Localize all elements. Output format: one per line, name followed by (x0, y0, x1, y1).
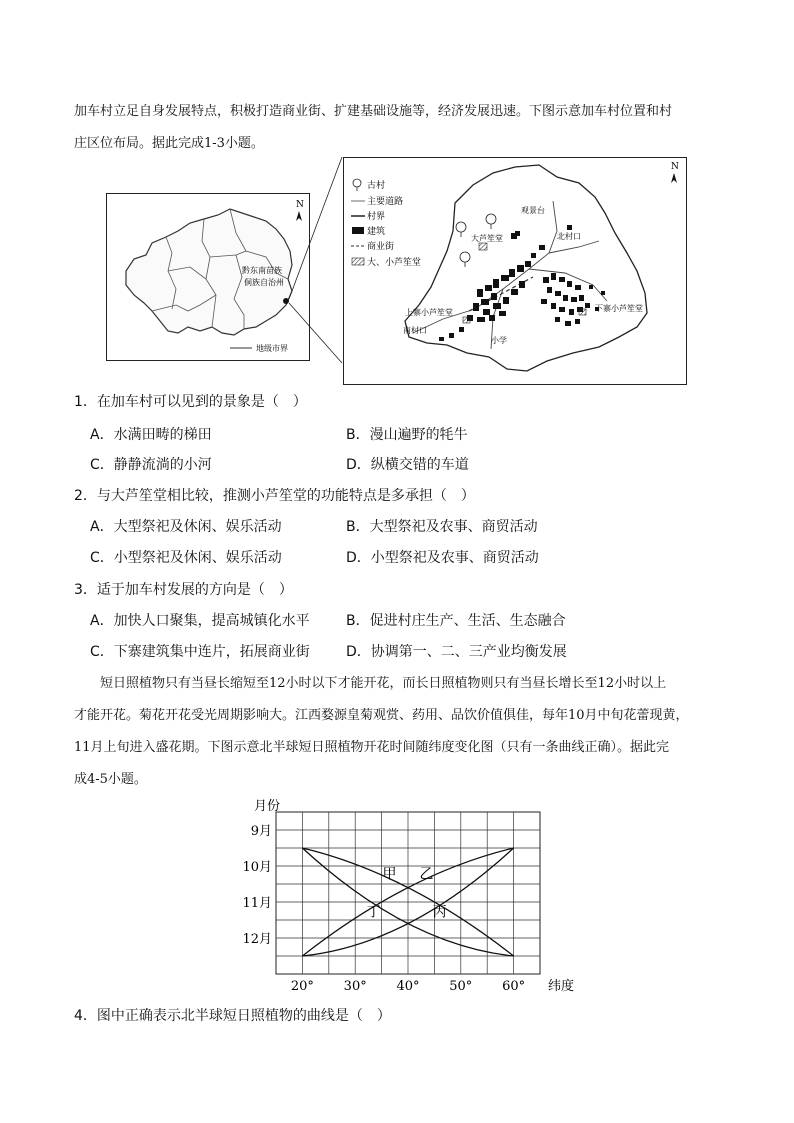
label-xiazhai: 下寨小芦笙堂 (595, 304, 643, 313)
x-tick-label: 20° (290, 979, 314, 994)
question-3-option-d[interactable]: D．协调第一、二、三产业均衡发展 (346, 644, 567, 660)
y-tick-label: 9月 (250, 824, 272, 839)
label-shangzhai: 上寨小芦笙堂 (405, 308, 453, 317)
chart-ylabel: 月份 (254, 799, 281, 814)
legend-item-road: 主要道路 (367, 197, 404, 207)
north-label-right: N (671, 162, 679, 172)
latitude-chart (238, 790, 575, 1000)
legend-item-street: 商业街 (367, 242, 395, 252)
intro-2-line-3: 11月上旬进入盛花期。下图示意北半球短日照植物开花时间随纬度变化图（只有一条曲线正确）。据此完 (74, 740, 670, 755)
question-1-option-c[interactable]: C．静静流淌的小河 (90, 457, 212, 473)
chart-grid (276, 812, 540, 974)
region-label-2: 侗族自治州 (244, 278, 284, 287)
label-dalusheng: 大芦笙堂 (471, 234, 503, 243)
label-school: 小学 (491, 336, 507, 345)
question-2-option-d[interactable]: D．小型祭祀及农事、商贸活动 (346, 550, 539, 566)
question-3-option-b[interactable]: B．促进村庄生产、生活、生态融合 (346, 613, 566, 629)
province-map (106, 193, 310, 361)
label-nancunkou: 南村口 (403, 326, 427, 335)
curve-label-丁: 丁 (366, 904, 381, 921)
x-tick-label: 40° (396, 979, 420, 994)
question-3-stem: 3．适于加车村发展的方向是（ ） (74, 582, 293, 598)
intro-paragraph-1 (74, 96, 724, 160)
intro-2-line-4: 成4-5小题。 (74, 772, 147, 787)
intro-1-line-2: 庄区位布局。据此完成1-3小题。 (74, 136, 264, 151)
intro-2-line-1: 短日照植物只有当昼长缩短至12小时以下才能开花，而长日照植物则只有当昼长增长至12小时以上 (100, 676, 667, 691)
village-map (343, 157, 687, 385)
chart-xlabel: 纬度 (548, 979, 575, 994)
question-2-option-c[interactable]: C．小型祭祀及休闲、娱乐活动 (90, 550, 282, 566)
question-3-option-c[interactable]: C．下寨建筑集中连片，拓展商业街 (90, 644, 310, 660)
x-tick-label: 60° (502, 979, 526, 994)
question-2-stem: 2．与大芦笙堂相比较，推测小芦笙堂的功能特点是多承担（ ） (74, 488, 475, 504)
question-1-option-d[interactable]: D．纵横交错的车道 (346, 457, 469, 473)
x-tick-label: 30° (343, 979, 367, 994)
question-2-option-a[interactable]: A．大型祭祀及休闲、娱乐活动 (90, 519, 282, 535)
north-label-left: N (296, 200, 304, 210)
question-2-option-b[interactable]: B．大型祭祀及农事、商贸活动 (346, 519, 538, 535)
x-tick-label: 50° (449, 979, 473, 994)
curve-label-乙: 乙 (419, 866, 434, 883)
village-map-figure (343, 157, 687, 389)
region-label-1: 黔东南苗族 (242, 266, 282, 275)
intro-paragraph-2 (74, 668, 724, 796)
question-1-stem: 1．在加车村可以见到的景象是（ ） (74, 394, 307, 410)
curve-label-丙: 丙 (432, 904, 447, 921)
label-guanjingtai: 观景台 (521, 206, 545, 215)
legend-item-boundary: 村界 (367, 212, 386, 222)
label-beicunkou: 北村口 (557, 232, 581, 241)
province-map-figure (106, 193, 310, 365)
legend-item-village: 古村 (367, 181, 386, 191)
curve-label-甲: 甲 (382, 866, 397, 883)
question-3-option-a[interactable]: A．加快人口聚集，提高城镇化水平 (90, 613, 310, 629)
latitude-chart-figure (238, 790, 575, 1004)
question-1-option-b[interactable]: B．漫山遍野的牦牛 (346, 427, 468, 443)
boundary-legend-label: 地级市界 (256, 344, 288, 353)
y-tick-label: 12月 (242, 932, 272, 947)
legend-item-building: 建筑 (367, 227, 386, 237)
jiache-village-dot (283, 298, 289, 304)
y-tick-label: 11月 (242, 896, 272, 911)
legend-item-hall: 大、小芦笙堂 (367, 258, 422, 268)
intro-2-line-2: 才能开花。菊花开花受光周期影响大。江西婺源皇菊观赏、药用、品饮价值俱佳，每年10月中旬花蕾现黄， (74, 708, 689, 723)
intro-1-line-1: 加车村立足自身发展特点，积极打造商业街、扩建基础设施等，经济发展迅速。下图示意加车村位置和村 (74, 104, 673, 119)
question-4-stem: 4．图中正确表示北半球短日照植物的曲线是（ ） (74, 1008, 391, 1024)
y-tick-label: 10月 (242, 860, 272, 875)
question-1-option-a[interactable]: A．水满田畴的梯田 (90, 427, 212, 443)
